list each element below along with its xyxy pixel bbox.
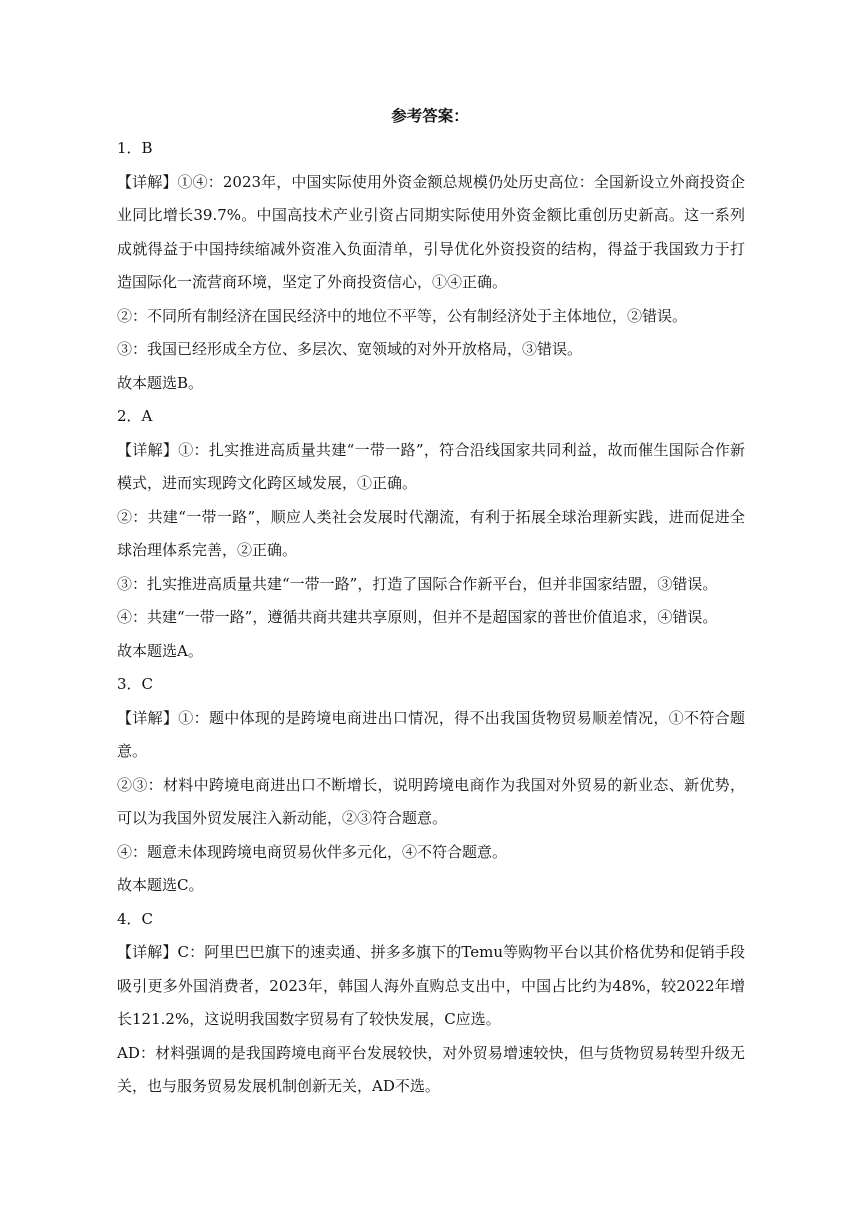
question-number: 4．C	[117, 909, 154, 928]
explanation-paragraph: ②：共建“一带一路”，顺应人类社会发展时代潮流，有利于拓展全球治理新实践，进而促进全球治理体系完善，②正确。	[117, 507, 745, 559]
conclusion-line: 故本题选B。	[117, 373, 204, 392]
page-title: 参考答案：	[391, 107, 469, 125]
explanation-paragraph: ④：共建“一带一路”，遵循共商共建共享原则，但并不是超国家的普世价值追求，④错误。	[117, 608, 718, 626]
question-number: 3．C	[117, 675, 154, 693]
explanation-paragraph: AD：材料强调的是我国跨境电商平台发展较快，对外贸易增速较快，但与货物贸易转型升级无关，也与服务贸易发展机制创新无关，AD不选。	[117, 1043, 745, 1095]
answer-content	[117, 132, 745, 1104]
explanation-paragraph: ②③：材料中跨境电商进出口不断增长，说明跨境电商作为我国对外贸易的新业态、新优势，可以为我国外贸发展注入新动能，②③符合题意。	[117, 775, 745, 827]
explanation-paragraph: 【详解】①④：2023年，中国实际使用外资金额总规模仍处历史高位：全国新设立外商投资企业同比增长39.7%。中国高技术产业引资占同期实际使用外资金额比重创历史新高。这一系列成就得益于中国持续缩减外资准入负面清单，引导优化外资投资的结构，得益于我国致力于打造国际化一流营商环境，坚定了外商投资信心，①④正确。	[117, 172, 745, 291]
explanation-paragraph: ③：我国已经形成全方位、多层次、宽领域的对外开放格局，③错误。	[117, 340, 583, 358]
explanation-paragraph: ④：题意未体现跨境电商贸易伙伴多元化，④不符合题意。	[117, 842, 508, 861]
conclusion-line: 故本题选A。	[117, 641, 203, 660]
explanation-paragraph: 【详解】①：扎实推进高质量共建“一带一路”，符合沿线国家共同利益，故而催生国际合作新模式，进而实现跨文化跨区域发展，①正确。	[117, 440, 745, 492]
explanation-paragraph: ③：扎实推进高质量共建“一带一路”，打造了国际合作新平台，但并非国家结盟，③错误。	[117, 574, 718, 593]
conclusion-line: 故本题选C。	[117, 876, 204, 894]
answer-4	[117, 903, 745, 1104]
explanation-paragraph: 【详解】C：阿里巴巴旗下的速卖通、拼多多旗下的Temu等购物平台以其价格优势和促销手段吸引更多外国消费者，2023年，韩国人海外直购总支出中，中国占比约为48%，较2022年增长121.2%，这说明我国数字贸易有了较快发展，C应选。	[117, 943, 745, 1028]
explanation-paragraph: 【详解】①：题中体现的是跨境电商进出口情况，得不出我国货物贸易顺差情况，①不符合题意。	[117, 708, 745, 760]
question-number: 1．B	[117, 139, 153, 157]
explanation-paragraph: ②：不同所有制经济在国民经济中的地位不平等，公有制经济处于主体地位，②错误。	[117, 306, 688, 325]
answer-1	[117, 132, 745, 400]
answer-3	[117, 668, 745, 903]
answer-2	[117, 400, 745, 668]
question-number: 2．A	[117, 407, 153, 425]
